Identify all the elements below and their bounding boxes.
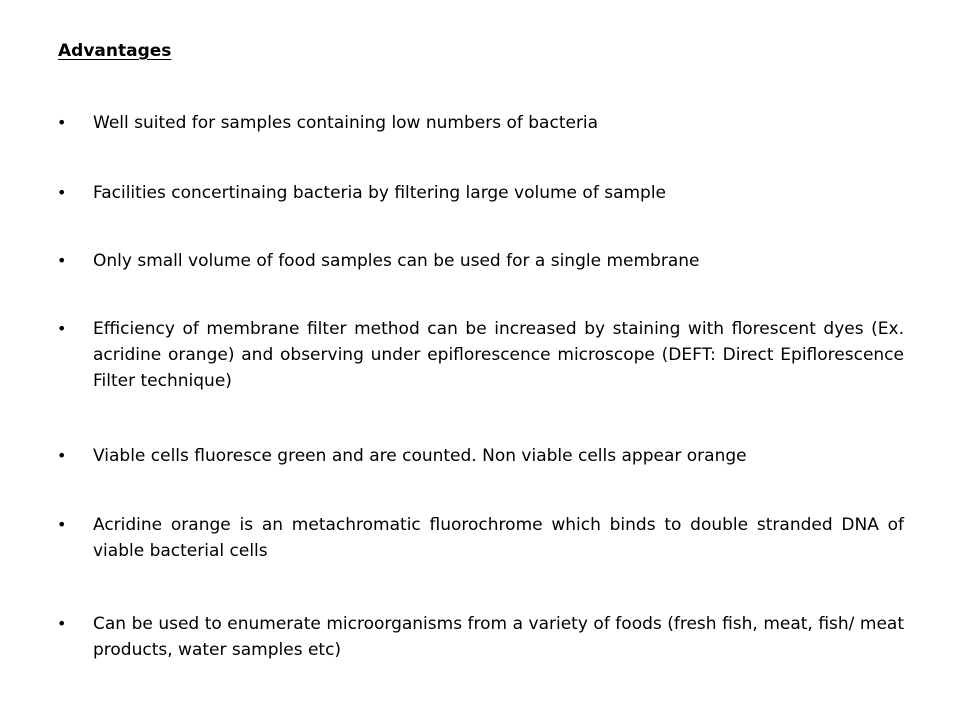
list-item-text: Well suited for samples containing low numbers of bacteria [93,113,599,133]
list-item [57,110,904,136]
slide-heading: Advantages [58,41,172,61]
bullet-icon: • [57,113,67,132]
list-item-text: Only small volume of food samples can be used for a single membrane [93,251,700,271]
list-item [57,316,904,394]
list-item [57,248,904,274]
bullet-icon: • [57,251,67,270]
list-item [57,180,904,206]
list-item-text: Acridine orange is an metachromatic fluorochrome which binds to double stranded DNA of viable bacterial cells [93,515,904,561]
bullet-icon: • [57,614,67,633]
list-item-text: Viable cells fluoresce green and are counted. Non viable cells appear orange [93,446,747,466]
list-item-text: Facilities concertinaing bacteria by filtering large volume of sample [93,183,667,203]
list-item [57,611,904,663]
list-item [57,512,904,564]
bullet-icon: • [57,515,67,534]
list-item-text: Efficiency of membrane filter method can be increased by staining with florescent dyes (Ex. acridine orange) and observing under epiflorescence microscope (DEFT: Direct Epiflorescence Filter technique) [93,319,904,391]
bullet-icon: • [57,319,67,338]
bullet-icon: • [57,183,67,202]
list-item [57,443,904,469]
bullet-icon: • [57,446,67,465]
list-item-text: Can be used to enumerate microorganisms from a variety of foods (fresh fish, meat, fish/ meat products, water samples etc) [93,614,904,660]
